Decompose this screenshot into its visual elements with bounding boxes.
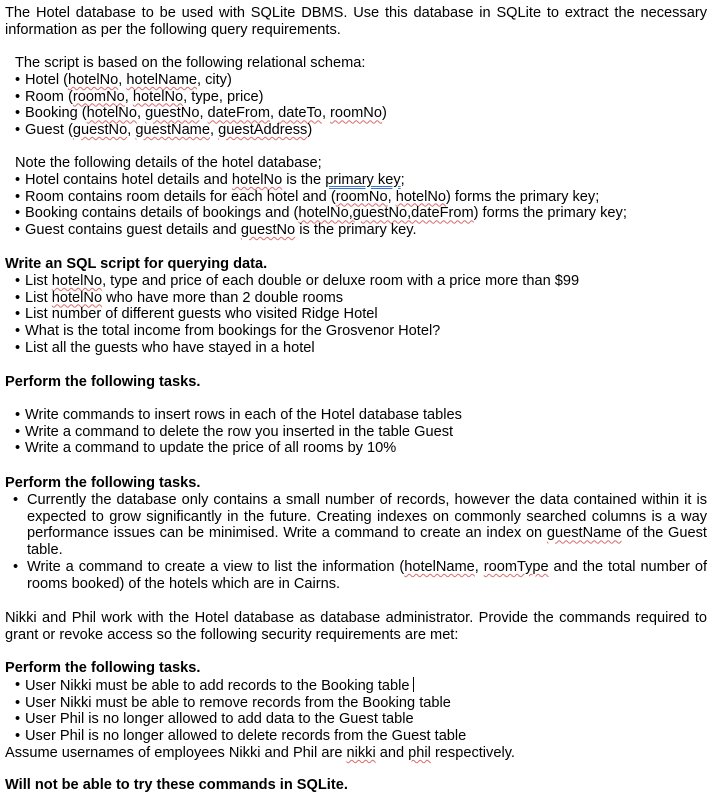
tasks1-section (5, 374, 707, 457)
tasks3-list (5, 677, 707, 745)
task-item: • Write a command to delete the row you inserted in the table Guest (15, 424, 707, 441)
note-item: • Room contains room details for each hotel and (roomNo, hotelNo) forms the primary key; (15, 189, 705, 206)
queries-list (5, 273, 707, 357)
task-item: • User Phil is no longer allowed to add data to the Guest table (15, 711, 707, 728)
intro-paragraph: The Hotel database to be used with SQLite DBMS. Use this database in SQLite to extract the necessary information as per the following query requirements. (5, 5, 707, 38)
tasks2-list (5, 492, 707, 593)
notes-heading: Note the following details of the hotel database; (15, 155, 322, 171)
queries-heading: Write an SQL script for querying data. (5, 256, 268, 272)
schema-section (15, 55, 705, 139)
task-item: • User Phil is no longer allowed to delete records from the Guest table (15, 728, 707, 745)
tasks3-heading: Perform the following tasks. (5, 660, 201, 676)
admin-paragraph: Nikki and Phil work with the Hotel database as database administrator. Provide the commands required to grant or revoke access so the following security requirements are met: (5, 610, 707, 643)
query-item: • List number of different guests who visited Ridge Hotel (15, 306, 707, 323)
text-cursor (413, 677, 414, 692)
schema-item-guest: • Guest (guestNo, guestName, guestAddress) (15, 122, 705, 139)
tasks1-list (5, 407, 707, 457)
tasks3-section (5, 660, 707, 762)
schema-item-room: • Room (roomNo, hotelNo, type, price) (15, 89, 705, 106)
note-item: • Booking contains details of bookings and (hotelNo,guestNo,dateFrom) forms the primary key; (15, 205, 705, 222)
query-item: • List all the guests who have stayed in a hotel (15, 340, 707, 357)
query-item: • What is the total income from bookings for the Grosvenor Hotel? (15, 323, 707, 340)
task-item: • Write a command to create a view to list the information (hotelName, roomType and the total number of rooms booked) of the hotels which are in Cairns. (13, 559, 707, 593)
footer-note: Will not be able to try these commands in SQLite. (5, 777, 348, 793)
schema-item-booking: • Booking (hotelNo, guestNo, dateFrom, dateTo, roomNo) (15, 105, 705, 122)
task-item: • User Nikki must be able to remove records from the Booking table (15, 695, 707, 712)
task-item: • Currently the database only contains a small number of records, however the data contained within it is expected to grow significantly in the future. Creating indexes on commonly searched columns is a way performance issues can be minimised. Write a command to create an index on guestName of the Guest table. (13, 492, 707, 559)
task-item: • Write a command to update the price of all rooms by 10% (15, 440, 707, 457)
task-item: • Write commands to insert rows in each of the Hotel database tables (15, 407, 707, 424)
queries-section (5, 256, 707, 357)
assume-paragraph: Assume usernames of employees Nikki and Phil are nikki and phil respectively. (5, 744, 515, 761)
schema-heading: The script is based on the following relational schema: (15, 55, 366, 71)
schema-item-hotel: • Hotel (hotelNo, hotelName, city) (15, 72, 705, 89)
tasks2-section (5, 475, 707, 593)
tasks1-heading: Perform the following tasks. (5, 374, 201, 390)
notes-section (15, 155, 705, 239)
task-item: • User Nikki must be able to add records to the Booking table (15, 677, 707, 695)
note-item: • Hotel contains hotel details and hotelNo is the primary key; (15, 172, 705, 189)
query-item: • List hotelNo, type and price of each double or deluxe room with a price more than $99 (15, 273, 707, 290)
tasks2-heading: Perform the following tasks. (5, 475, 201, 491)
notes-list (15, 172, 705, 239)
note-item: • Guest contains guest details and guestNo is the primary key. (15, 222, 705, 239)
query-item: • List hotelNo who have more than 2 double rooms (15, 290, 707, 307)
schema-list (15, 72, 705, 139)
